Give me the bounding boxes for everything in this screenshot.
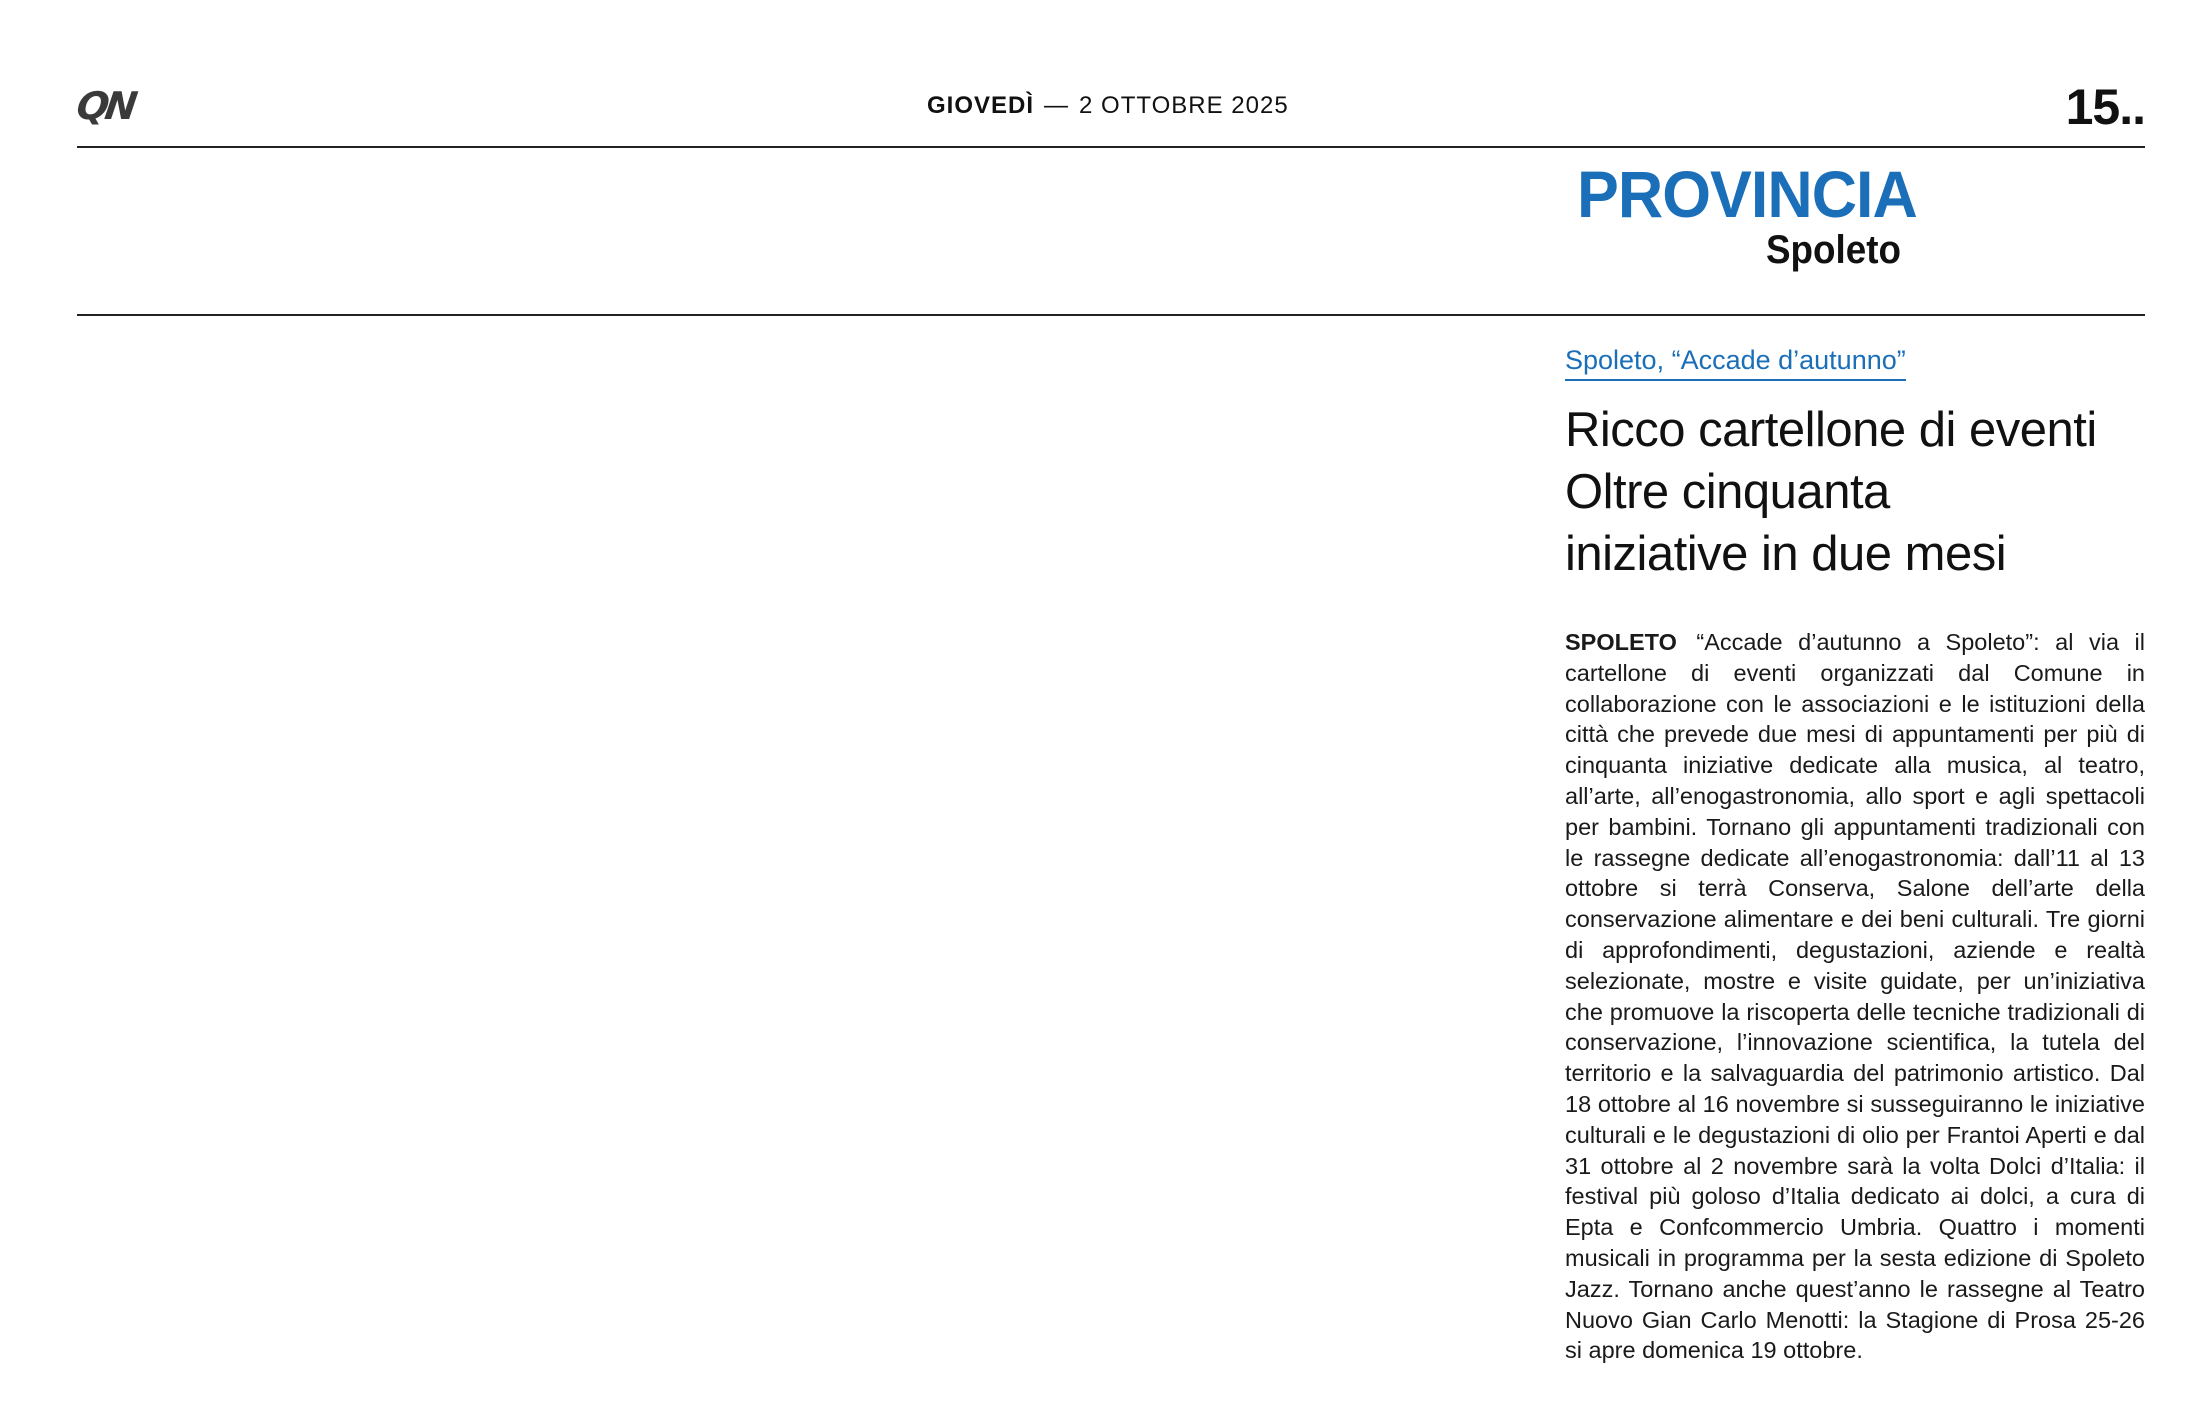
section-header [77,146,2145,316]
article-body [1565,627,2145,1366]
section-subtitle: Spoleto [1766,228,1901,272]
article [1565,345,2145,1366]
headline-line: Oltre cinquanta [1565,465,1890,519]
issue-date-text: 2 OTTOBRE 2025 [1079,92,1289,119]
issue-weekday: GIOVEDÌ [927,92,1035,119]
newspaper-logo: QN [73,84,137,128]
section-title: PROVINCIA [1577,157,1917,231]
article-body-text: “Accade d’autunno a Spoleto”: al via il cartellone di eventi organizzati dal Comune in collaborazione con le associazioni e le istituzioni della città che prevede due mesi di appuntamenti per più di cinquanta iniziative dedicate alla musica, al teatro, all’arte, all’enogastronomia, allo sport e agli spettacoli per bambini. Tornano gli appuntamenti tradizionali con le rassegne dedicate all’enogastronomia: dall’11 al 13 ottobre si terrà Conserva, Salone dell’arte della conservazione alimentare e dei beni culturali. Tre giorni di approfondimenti, degustazioni, aziende e realtà selezionate, mostre e visite guidate, per un’iniziativa che promuove la riscoperta delle tecniche tradizionali di conservazione, l’innovazione scientifica, la tutela del territorio e la salvaguardia del patrimonio artistico. Dal 18 ottobre al 16 novembre si susseguiranno le iniziative culturali e le degustazioni di olio per Frantoi Aperti e dal 31 ottobre al 2 novembre sarà la volta Dolci d’Italia: il festival più goloso d’Italia dedicato ai dolci, a cura di Epta e Confcommercio Umbria. Quattro i momenti musicali in programma per la sesta edizione di Spoleto Jazz. Tornano anche quest’anno le rassegne al Teatro Nuovo Gian Carlo Menotti: la Stagione di Prosa 25-26 si apre domenica 19 ottobre. [1565,629,2145,1364]
masthead [73,78,2145,148]
article-kicker: Spoleto, “Accade d’autunno” [1565,345,1906,381]
article-dateline: SPOLETO [1565,629,1677,655]
headline-line: Ricco cartellone di eventi [1565,403,2097,457]
issue-date [927,92,1289,120]
date-separator: — [1044,92,1070,119]
article-headline [1565,399,2145,585]
page-number: 15.. [2065,79,2145,135]
headline-line: iniziative in due mesi [1565,527,2007,581]
